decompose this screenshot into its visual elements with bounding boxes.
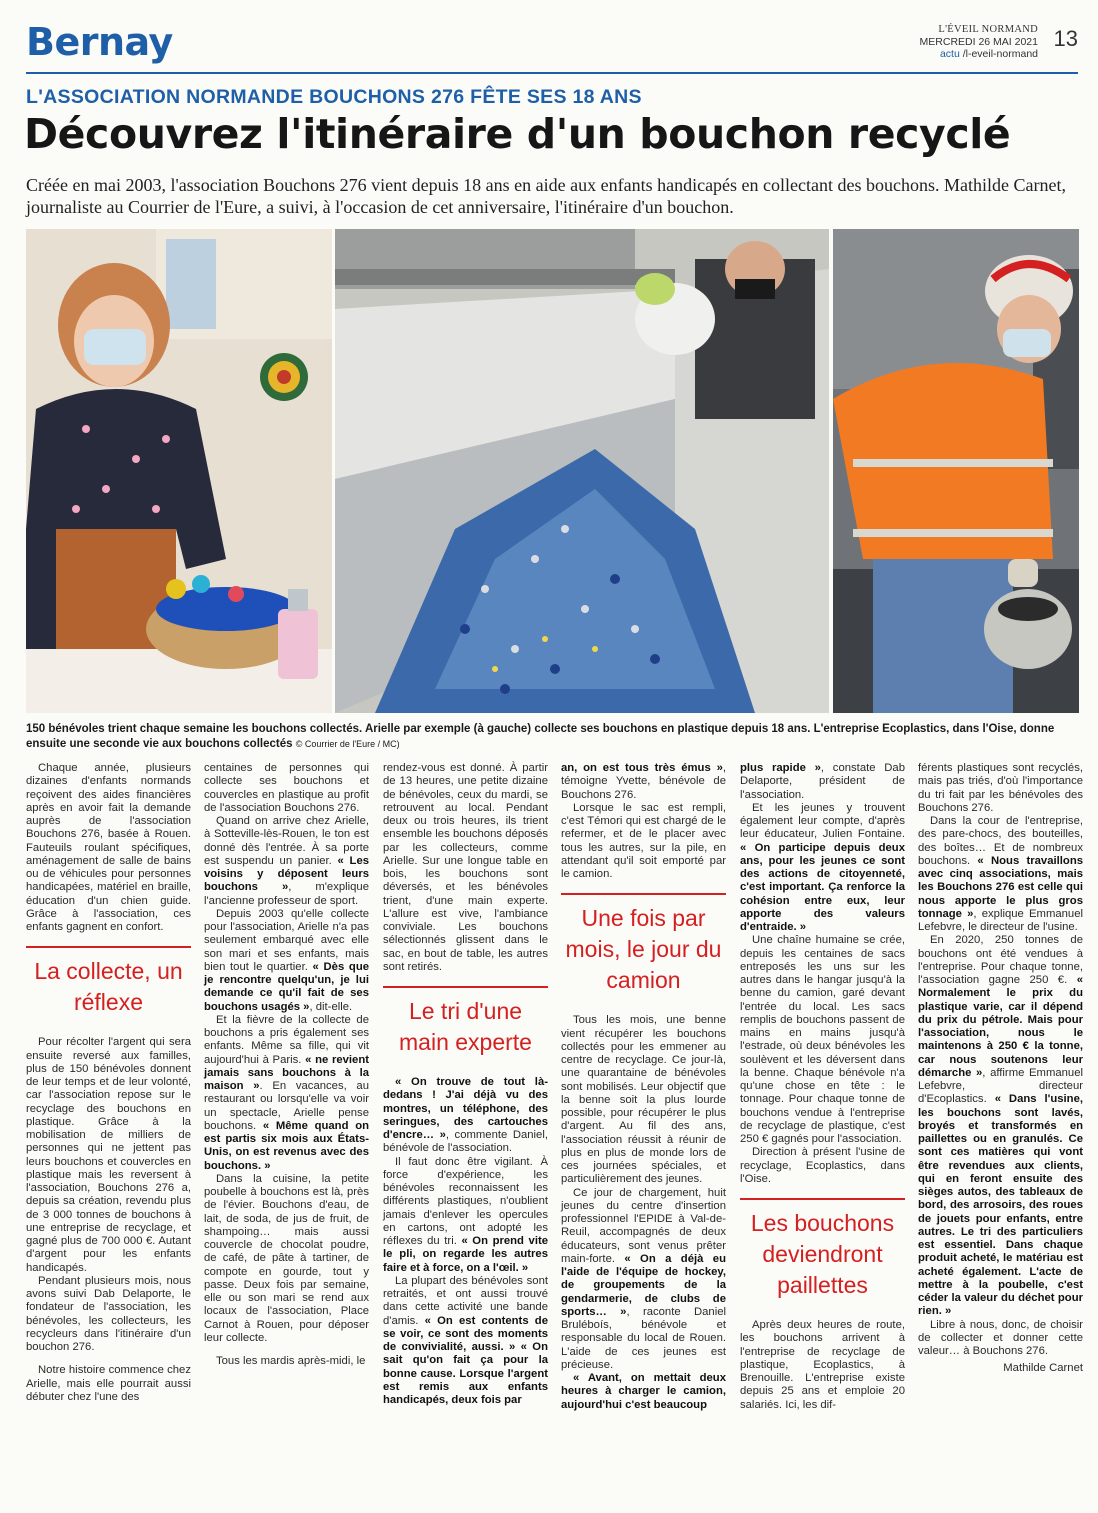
paragraph — [740, 802, 905, 935]
paragraph: Après deux heures de route, les bouchons arrivent à l'entreprise de recyclage de plastique, Ecoplastics, à Brenouille. L'entreprise existe depuis 25 ans et emploie 20 salariés. Ici, les dif- — [740, 1319, 905, 1411]
column-6 — [918, 762, 1083, 1376]
text-run: Il faut donc être vigilant. À force d'expérience, les bénévoles reconnaissent les différents plastiques, n'oublient jamais d'enlever les opercules en cartons, ont adopté les réflexes du tri. — [383, 1155, 548, 1247]
paragraph — [561, 1372, 726, 1412]
text-run: Et la fièvre de la collecte de bouchons a pris également ses enfants. Même sa fille, qui vit aujourd'hui à Paris. — [204, 1013, 369, 1066]
paragraph — [204, 815, 369, 908]
text-run: Ce jour de chargement, huit jeunes du centre d'insertion professionnel l'EPIDE à Val-de-Reuil, accompagnés de deux éducateurs, sont venus prêter main-forte. — [561, 1186, 726, 1265]
text-run: , témoigne Yvette, bénévole de Bouchons 276. — [561, 762, 726, 801]
paragraph — [383, 1156, 548, 1275]
text-run: , commente Daniel, bénévole de l'association. — [383, 1129, 548, 1155]
column-2 — [204, 762, 369, 1368]
text-run: Et les jeunes y trouvent également leur compte, d'après leur éducateur, Julien Fontaine. — [740, 801, 905, 841]
paragraph: Lorsque le sac est rempli, c'est Témori qui est chargé de le refermer, et de le placer avec tous les autres, sur la pile, en attendant qu'il soit emporté par le camion. — [561, 801, 726, 880]
paragraph: Direction à présent l'usine de recyclage, Ecoplastics, dans l'Oise. — [740, 1146, 905, 1185]
paragraph: Pour récolter l'argent qui sera ensuite reversé aux familles, plus de 150 bénévoles donnent de leur temps et de leur volonté, car l'association repose sur le recyclage des bouchons en plastique. Grâce à la mobilisation de milliers de personnes qui ne jettent pas leurs bouchons et couvercles en plastique mais les reversent à l'association, Bouchons 276 a, depuis sa création, revendu plus de 3 000 tonnes de bouchons à une entreprise de recyclage, et gagné plus de 700 000 €. Autant d'argent pour les enfants handicapés. — [26, 1036, 191, 1274]
photo-benne-drawing — [335, 229, 829, 713]
text-run: . En vacances, au restaurant ou lorsqu'elle va voir un spectacle, Arielle pense bouchons. — [204, 1080, 369, 1132]
paragraph — [383, 1076, 548, 1156]
paragraph: rendez-vous est donné. À partir de 13 heures, une petite dizaine de bénévoles, ceux du mardi, se retrouvent au local. Pendant deux ou trois heures, ils trient ensemble les bouchons déposés par les collecteurs, comme Arielle. Sur une longue table en bois, les bouchons sont déversés, et les bénévoles trient, d'une main experte. L'allure est vive, l'ambiance conviviale. Les bouchons sélectionnés glissent dans le sac, en bout de table, les autres sont retirés. — [383, 762, 548, 973]
text-run: Quand on arrive chez Arielle, à Sotteville-lès-Rouen, le ton est donné dès l'entrée. À sa porte est suspendu un panier. — [204, 815, 369, 867]
paper-name: L'ÉVEIL NORMAND — [938, 24, 1038, 35]
text-run: , dit-elle. — [309, 1000, 353, 1013]
text-run: , affirme Emmanuel Lefebvre, directeur d'Ecoplastics. — [918, 1066, 1084, 1106]
paragraph: Chaque année, plusieurs dizaines d'enfants normands reçoivent des aides financières après en avoir fait la demande auprès de l'association Bouchons 276, basée à Rouen. Fauteuils roulant spécifiques, aménagement de salle de bains ou de véhicules pour personnes handicapées, matériel en braille, éducation d'un chien guide. Grâce à l'association, ces enfants gagnent en confort. — [26, 762, 191, 933]
masthead — [26, 18, 1078, 72]
paragraph — [383, 1275, 548, 1408]
paragraph — [561, 1187, 726, 1373]
text-run: , m'explique l'ancienne professeur de sport. — [204, 881, 369, 907]
paragraph: Notre histoire commence chez Arielle, mais elle pourrait aussi débuter chez l'une des — [26, 1364, 191, 1403]
paragraph — [204, 1014, 369, 1173]
text-run: , explique Emmanuel Lefebvre, le directeur de l'usine. — [918, 907, 1083, 933]
quote: « On participe depuis deux ans, pour les jeunes ce sont des actions de citoyenneté, c'est important. Ça renforce la cohésion entre eux, leur apporte des valeurs d'entraide. » — [740, 841, 905, 933]
article-lead: Créée en mai 2003, l'association Bouchons 276 vient depuis 18 ans en aide aux enfants handicapés en collectant des bouchons. Mathilde Carnet, journaliste au Courrier de l'Eure, a suivi, à l'occasion de cet anniversaire, l'itinéraire d'un bouchon. — [26, 175, 1066, 217]
paragraph: Tous les mois, une benne vient récupérer les bouchons collectés pour les emmener au centre de recyclage. Ce jour-là, une quarantaine de bénévoles sont mobilisés. Leur objectif que la benne soit la plus lourde possible, pour récupérer le plus d'argent. Au fil des ans, l'association réussit à réunir de plus en plus de monde lors de ces journées spéciales, et particulièrement des jeunes. — [561, 1014, 726, 1186]
quote: « On prend vite le pli, on regarde les autres faire et à force, on a l'œil. » — [383, 1235, 549, 1274]
caption-text: 150 bénévoles trient chaque semaine les bouchons collectés. Arielle par exemple (à gauche) collecte ses bouchons en plastique depuis 18 ans. L'entreprise Ecoplastics, dans l'Oise, donne ensuite une seconde vie aux bouchons collectés — [26, 723, 1055, 750]
photo-ecoplastics — [833, 229, 1079, 713]
text-run: , constate Dab Delaporte, président de l'association. — [740, 762, 905, 801]
quote: « On trouve de tout là-dedans ! J'ai déjà vu des montres, un téléphone, des seringues, des cartouches d'encre… » — [383, 1076, 548, 1141]
section-tag: actu — [939, 48, 960, 60]
paragraph — [204, 908, 369, 1014]
quote: « Nous travaillons avec cinq associations, mais les Bouchons 276 est celle qui nous apporte le plus gros tonnage » — [918, 854, 1084, 920]
author-signature: Mathilde Carnet — [1003, 1362, 1083, 1375]
column-5 — [740, 762, 905, 1412]
photo-credit: © Courrier de l'Eure / MC) — [295, 739, 400, 749]
article-body — [26, 762, 1086, 1502]
text-run: Dans la cour de l'entreprise, des pare-chocs, des bouteilles, des boîtes… Et de nombreux bouchons. — [918, 815, 1083, 867]
photo-benne — [335, 229, 829, 713]
photo-ecoplastics-drawing — [833, 229, 1079, 713]
paragraph: Dans la cuisine, la petite poubelle à bouchons est là, près de l'évier. Bouchons d'eau, de lait, de soda, de jus de fruit, de shampoing… mais aussi couvercle de chocolat poudre, de café, de pâte à tartiner, de compote en gourde, tout y passe. Deux fois par semaine, elle ou son mari se rend aux locaux de l'association, Place Carnot à Rouen, pour déposer leur collecte. — [204, 1172, 369, 1344]
paragraph: centaines de personnes qui collecte ses bouchons et couvercles en plastique au profit de l'association Bouchons 276. — [204, 762, 369, 814]
subheading-tri: Le tri d'une main experte — [383, 986, 548, 1068]
text-run: La plupart des bénévoles sont retraités, et ont aussi trouvé dans cette activité une bande d'amis. — [383, 1274, 548, 1327]
column-4 — [561, 762, 726, 1412]
paper-info — [920, 24, 1038, 60]
paragraph: Tous les mardis après-midi, le — [216, 1355, 366, 1367]
quote: « On a déjà eu l'aide de l'équipe de hockey, de groupements de la gendarmerie, de clubs de sports… » — [561, 1252, 726, 1318]
subheading-collecte: La collecte, un réflexe — [26, 946, 191, 1028]
column-1 — [26, 762, 191, 1404]
paragraph: Libre à nous, donc, de choisir de collecter et donner cette valeur… à Bouchons 276. — [918, 1318, 1083, 1357]
quote: « Dès que je rencontre quelqu'un, je lui demande ce qu'il fait de ses bouchons usagés » — [204, 960, 369, 1013]
quote: « Avant, on mettait deux heures à charger le camion, aujourd'hui c'est beaucoup — [561, 1372, 726, 1411]
section-title: Bernay — [26, 20, 173, 64]
article-headline: Découvrez l'itinéraire d'un bouchon recyclé — [24, 110, 1011, 158]
text-run: En 2020, 250 tonnes de bouchons ont été vendues à l'entreprise. Pour chaque tonne, l'association gagne 250 €. — [918, 934, 1083, 986]
quote: « ne revient jamais sans bouchons à la maison » — [204, 1053, 369, 1092]
quote: « Même quand on est partis six mois aux États-Unis, on est revenus avec des bouchons. » — [204, 1119, 369, 1172]
paragraph — [918, 815, 1083, 934]
paragraph: Pendant plusieurs mois, nous avons suivi Dab Delaporte, le fondateur de l'association, les bénévoles, les collecteurs, les recycleurs dans l'itinéraire d'un bouchon 276. — [26, 1274, 191, 1353]
quote: « Dans l'usine, les bouchons sont lavés, broyés et transformés en paillettes ou en granulés. Ce sont ces matières qui vont être revendues aux clients, qui en feront ensuite des sièges autos, des tableaux de bord, des arrosoirs, des roues de jouets pour enfants, entre autres. Le tri des particuliers est essentiel. Dans chaque produit acheté, le matériau est acheté également. L'acte de mettre à la poubelle, c'est céder la valeur du déchet pour rien. » — [918, 1093, 1083, 1318]
paragraph: Une chaîne humaine se crée, depuis les centaines de sacs entreposés les uns sur les autres dans le hangar jusqu'à la benne du camion, garé devant l'entrée du local. Les sacs remplis de bouchons passent de mains en mains jusqu'à l'estrade, où deux bénévoles les soulèvent et les déversent dans la benne. Chaque bénévole n'a qu'une chose en tête : le tonnage. Pour chaque tonne de bouchons vendue à l'entreprise de recyclage de plastique, c'est 250 € gagnés pour l'association. — [740, 934, 905, 1145]
subheading-paillettes: Les bouchons deviendront paillettes — [740, 1198, 905, 1311]
quote: plus rapide » — [740, 762, 821, 774]
quote: « On est contents de se voir, ce sont des moments de convivialité, aussi. » « On sait qu'on fait ça pour la bonne cause. Lorsque l'argent est remis aux enfants handicapés, deux fois par — [383, 1314, 548, 1406]
quote: an, on est tous très émus » — [561, 762, 723, 774]
photo-arielle-drawing — [26, 229, 332, 713]
article-kicker: L'ASSOCIATION NORMANDE BOUCHONS 276 FÊTE SES 18 ANS — [26, 86, 642, 108]
page-number: 13 — [1053, 26, 1078, 51]
quote: « Normalement le prix du plastique varie, car il dépend du prix du pétrole. Mais pour l'association, nous le maintenons à 250 € la tonne, car nous soutenons leur démarche » — [918, 974, 1083, 1079]
text-run: Depuis 2003 qu'elle collecte pour l'association, Arielle n'a pas seulement embarqué avec elle son mari et ses enfants, mais bien tout le quartier. — [204, 907, 369, 973]
header-rule — [26, 72, 1078, 74]
issue-date: MERCREDI 26 MAI 2021 — [919, 36, 1038, 48]
text-run: , raconte Daniel Bruléboís, bénévole et responsable du local de Rouen. L'aide de ces jeunes est précieuse. — [561, 1305, 726, 1371]
subheading-camion: Une fois par mois, le jour du camion — [561, 893, 726, 1006]
paragraph — [918, 934, 1083, 1318]
paragraph — [740, 762, 905, 802]
social-handle: /l-eveil-normand — [962, 48, 1038, 60]
paragraph: férents plastiques sont recyclés, mais pas triés, d'où l'importance du tri fait par les bénévoles des Bouchons 276. — [918, 762, 1083, 814]
column-3 — [383, 762, 548, 1407]
quote: « Les voisins y déposent leurs bouchons » — [204, 854, 370, 894]
photo-arielle — [26, 229, 332, 713]
photo-caption — [26, 722, 1078, 752]
paragraph — [561, 762, 726, 802]
